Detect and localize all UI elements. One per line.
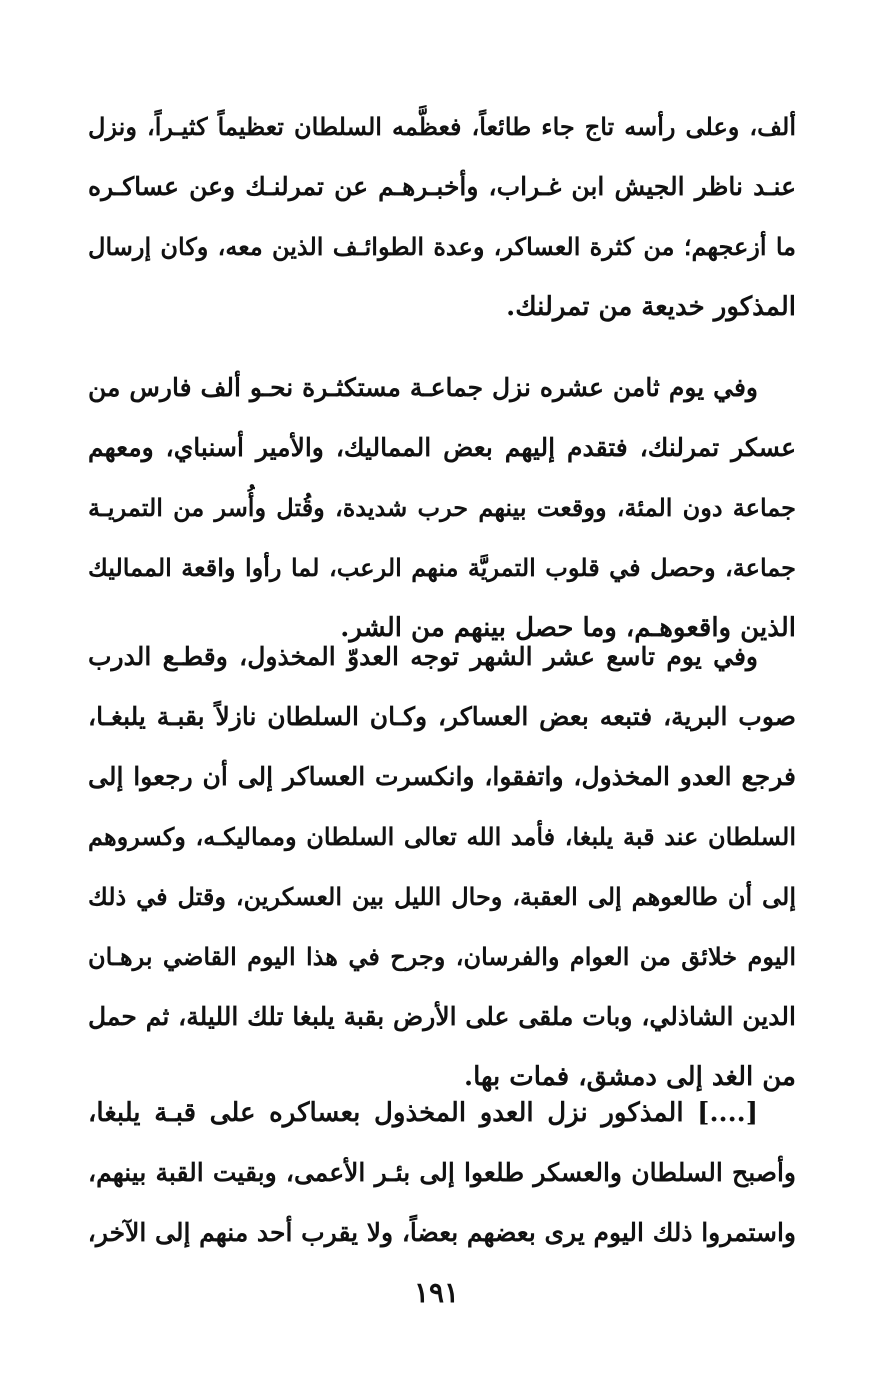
text-line: المذكور خديعة من تمرلنك. [506,292,796,322]
text-line: ألف، وعلى رأسه تاج جاء طائعاً، فعظَّمه السلطان تعظيماً كثيـراً، ونزل [88,112,796,141]
paragraph-3 [88,627,796,1107]
text-line: [....] المذكور نزل العدو المخذول بعساكره على قبـة يلبغا، [88,1098,758,1128]
text-line: السلطان عند قبة يلبغا، فأمد الله تعالى السلطان ومماليكـه، وكسروهم [88,822,796,851]
text-line: وفي يوم ثامن عشره نزل جماعـة مستكثـرة نحـو ألف فارس من [88,373,758,402]
text-line: عنـد ناظر الجيش ابن غـراب، وأخبـرهـم عن تمرلنـك وعن عساكـره [88,172,796,201]
text-line: ما أزعجهم؛ من كثرة العساكر، وعدة الطوائـف الذين معه، وكان إرسال [88,232,796,261]
text-line: الدين الشاذلي، وبات ملقى على الأرض بقبة يلبغا تلك الليلة، ثم حمل [88,1002,796,1031]
text-line: جماعة دون المئة، ووقعت بينهم حرب شديدة، وقُتل وأُسر من التمريـة [88,493,796,522]
text-line: من الغد إلى دمشق، فمات بها. [464,1062,796,1092]
text-line: فرجع العدو المخذول، واتفقوا، وانكسرت العساكر إلى أن رجعوا إلى [88,762,796,791]
text-line: وفي يوم تاسع عشر الشهر توجه العدوّ المخذول، وقطـع الدرب [88,642,758,671]
text-line: واستمروا ذلك اليوم يرى بعضهم بعضاً، ولا يقرب أحد منهم إلى الآخر، [87,1218,796,1247]
text-line: إلى أن طالعوهم إلى العقبة، وحال الليل بين العسكرين، وقتل في ذلك [88,882,796,911]
page-number: ١٩١ [413,1276,460,1309]
paragraph-1 [88,97,796,337]
paragraph-4 [88,1083,796,1263]
text-line: جماعة، وحصل في قلوب التمريَّة منهم الرعب، لما رأوا واقعة المماليك [88,553,797,582]
text-line: اليوم خلائق من العوام والفرسان، وجرح في هذا اليوم القاضي برهـان [88,942,796,971]
text-line: وأصبح السلطان والعسكر طلعوا إلى بئـر الأعمى، وبقيت القبة بينهم، [88,1158,796,1187]
text-line: صوب البرية، فتبعه بعض العساكر، وكـان السلطان نازلاً بقبـة يلبغـا، [88,702,796,731]
text-line: الذين واقعوهـم، وما حصل بينهم من الشر. [340,613,796,643]
text-line: عسكر تمرلنك، فتقدم إليهم بعض المماليك، والأمير أسنباي، ومعهم [88,433,796,462]
paragraph-2 [88,358,796,658]
